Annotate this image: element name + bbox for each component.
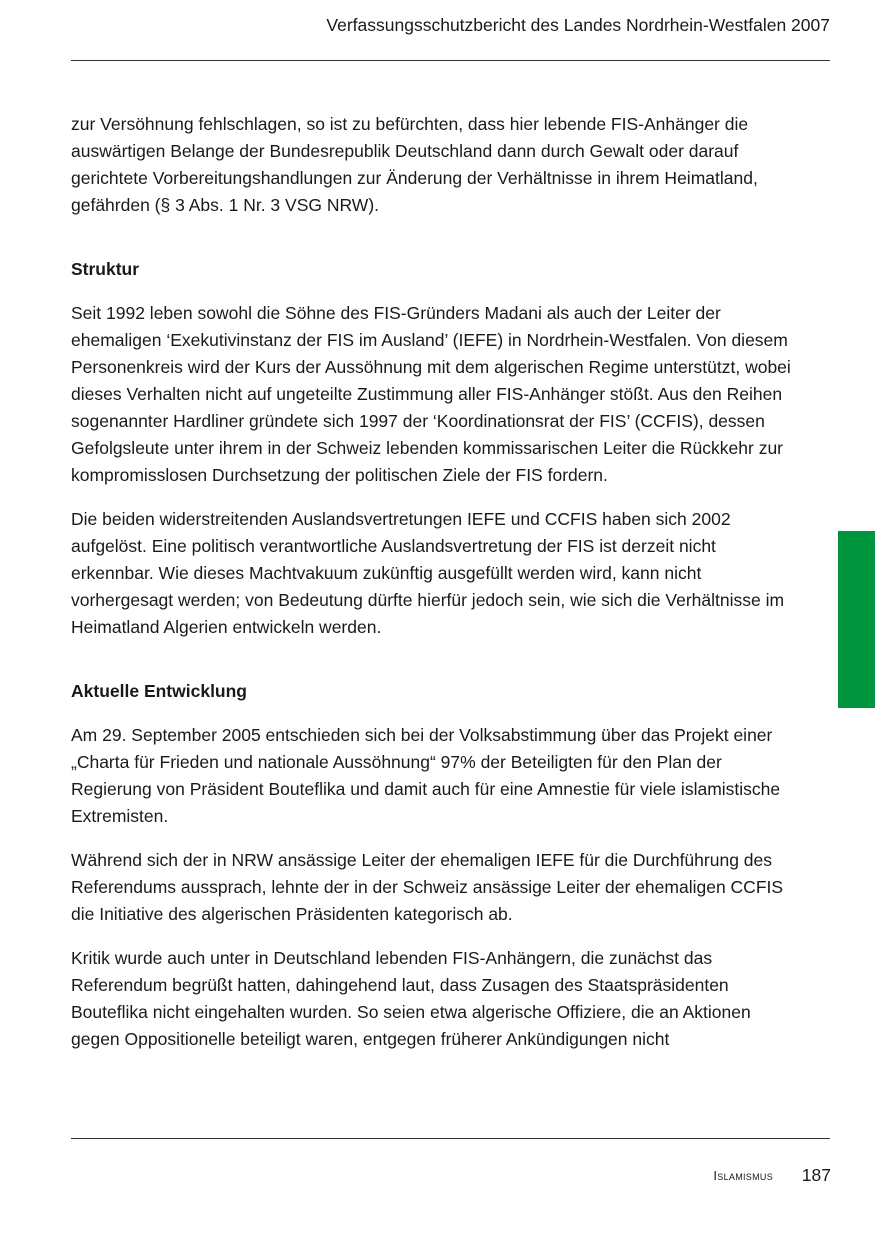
page-number: 187	[801, 1165, 831, 1185]
section-heading-aktuelle-entwicklung: Aktuelle Entwicklung	[71, 681, 247, 701]
body-paragraph: Während sich der in NRW ansässige Leiter der ehemaligen IEFE für die Durchführung des Referendums aussprach, lehnte der in der Schweiz ansässige Leiter der ehemaligen CCFIS die Initiative des algerischen Präsidenten kategorisch ab.	[71, 850, 784, 924]
footer-rule	[71, 1138, 830, 1139]
footer-section-name: Islamismus	[713, 1168, 773, 1183]
running-header: Verfassungsschutzbericht des Landes Nordrhein-Westfalen 2007	[326, 15, 830, 35]
body-paragraph: Seit 1992 leben sowohl die Söhne des FIS-Gründers Madani als auch der Leiter der ehemaligen ‘Exekutivinstanz der FIS im Ausland’ (IEFE) in Nordrhein-Westfalen. Von diesem Personenkreis wird der Kurs der Aussöhnung mit dem algerischen Regime unterstützt, wobei dieses Verhalten nicht auf ungeteilte Zustimmung aller FIS-Anhänger stößt. Aus den Reihen sogenannter Hardliner gründete sich 1997 der ‘Koordinationsrat der FIS’ (CCFIS), dessen Gefolgsleute unter ihrem in der Schweiz lebenden kommissarischen Leiter die Rückkehr zur kompromisslosen Durchsetzung der politischen Ziele der FIS fordern.	[71, 303, 791, 485]
intro-paragraph: zur Versöhnung fehlschlagen, so ist zu befürchten, dass hier lebende FIS-Anhänger die auswärtigen Belange der Bundesrepublik Deutschland dann durch Gewalt oder darauf gerichtete Vorbereitungshandlungen zur Änderung der Verhältnisse in ihrem Heimatland, gefährden (§ 3 Abs. 1 Nr. 3 VSG NRW).	[71, 114, 758, 215]
body-paragraph: Am 29. September 2005 entschieden sich bei der Volksabstimmung über das Projekt einer „Charta für Frieden und nationale Aussöhnung“ 97% der Beteiligten für den Plan der Regierung von Präsident Bouteflika und damit auch für eine Amnestie für viele islamistische Extremisten.	[71, 725, 781, 826]
chapter-tab-marker	[838, 531, 875, 708]
body-paragraph: Die beiden widerstreitenden Auslandsvertretungen IEFE und CCFIS haben sich 2002 aufgelöst. Eine politisch verantwortliche Auslandsvertretung der FIS ist derzeit nicht erkennbar. Wie dieses Machtvakuum zukünftig ausgefüllt werden wird, kann nicht vorhergesagt werden; von Bedeutung dürfte hierfür jedoch sein, wie sich die Verhältnisse im Heimatland Algerien entwickeln werden.	[71, 509, 785, 637]
body-paragraph: Kritik wurde auch unter in Deutschland lebenden FIS-Anhängern, die zunächst das Referendum begrüßt hatten, dahingehend laut, dass Zusagen des Staatspräsidenten Bouteflika nicht eingehalten wurden. So seien etwa algerische Offiziere, die an Aktionen gegen Oppositionelle beteiligt waren, entgegen früherer Ankündigungen nicht	[71, 948, 751, 1049]
section-heading-struktur: Struktur	[71, 259, 140, 279]
page-body	[71, 111, 791, 1070]
header-rule	[71, 60, 830, 61]
